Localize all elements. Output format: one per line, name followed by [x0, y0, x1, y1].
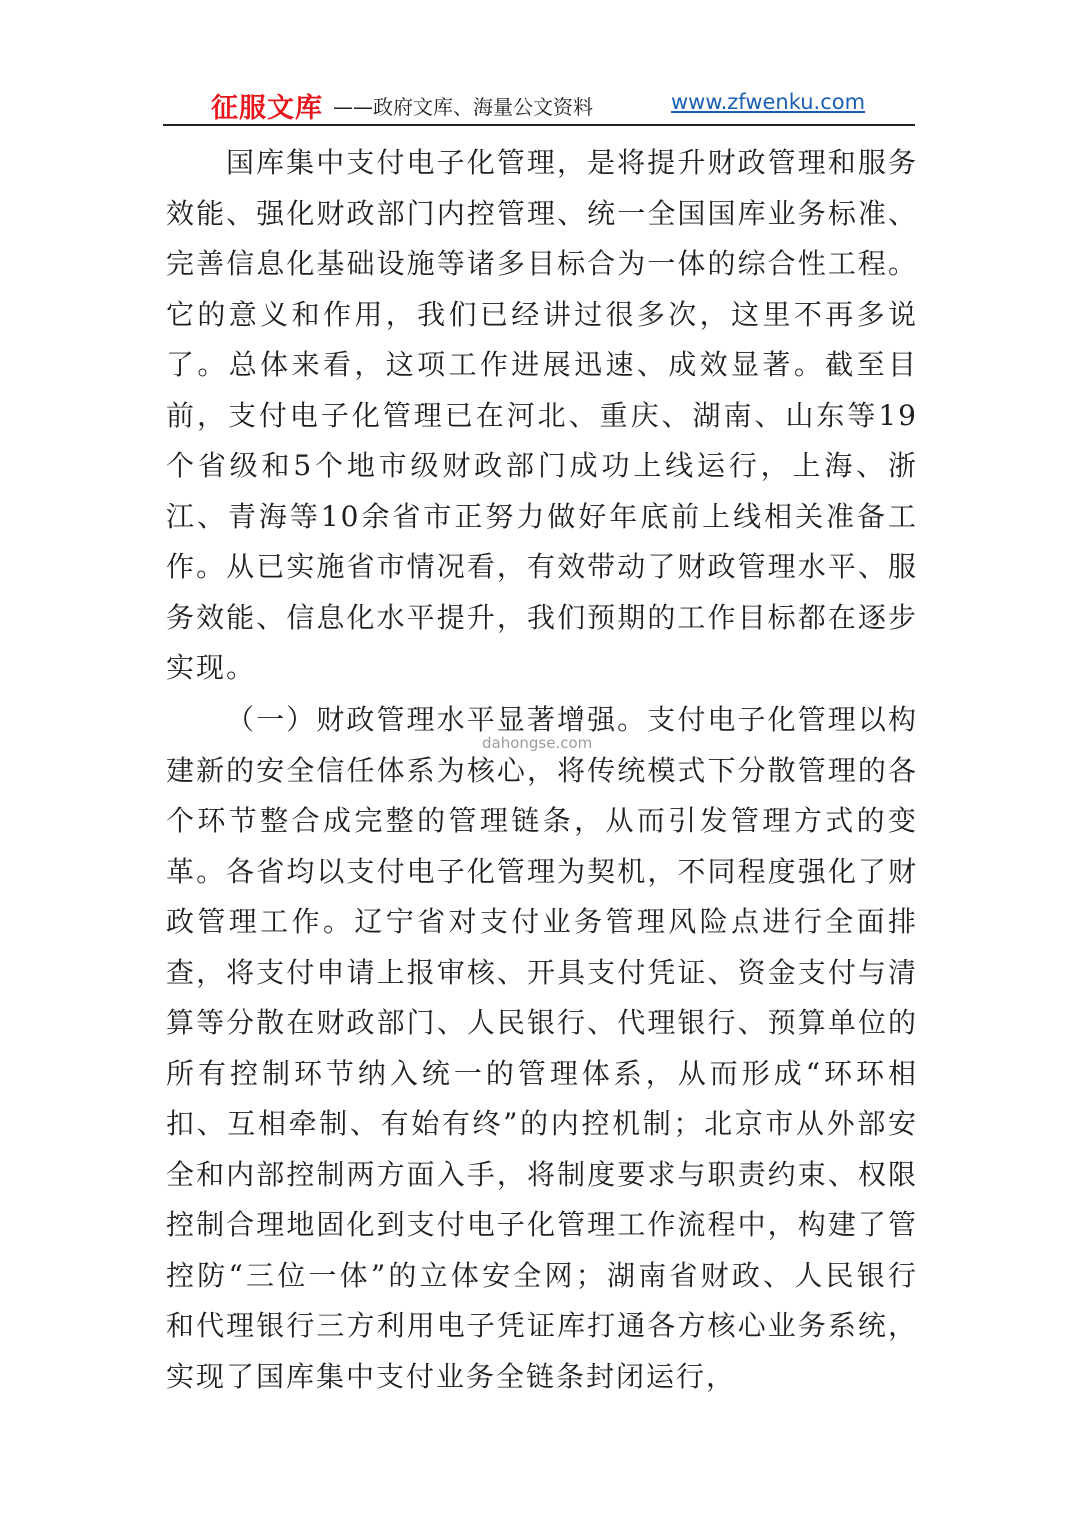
body-paragraph-2: （一）财政管理水平显著增强。支付电子化管理以构建新的安全信任体系为核心，将传统模式下分散管理的各个环节整合成完整的管理链条，从而引发管理方式的变革。各省均以支付电子化管理为契机，不同程度强化了财政管理工作。辽宁省对支付业务管理风险点进行全面排查，将支付申请上报审核、开具支付凭证、资金支付与清算等分散在财政部门、人民银行、代理银行、预算单位的所有控制环节纳入统一的管理体系，从而形成“环环相扣、互相牵制、有始有终”的内控机制；北京市从外部安全和内部控制两方面入手，将制度要求与职责约束、权限控制合理地固化到支付电子化管理工作流程中，构建了管控防“三位一体”的立体安全网；湖南省财政、人民银行和代理银行三方利用电子凭证库打通各方核心业务系统，实现了国库集中支付业务全链条封闭运行， — [166, 703, 918, 1393]
header-tagline: ——政府文库、海量公文资料 — [333, 95, 593, 119]
page-header — [163, 84, 915, 126]
header-url-link[interactable]: www.zfwenku.com — [671, 90, 866, 114]
body-paragraph-1: 国库集中支付电子化管理，是将提升财政管理和服务效能、强化财政部门内控管理、统一全国国库业务标准、完善信息化基础设施等诸多目标合为一体的综合性工程。它的意义和作用，我们已经讲过很多次，这里不再多说了。总体来看，这项工作进展迅速、成效显著。截至目前，支付电子化管理已在河北、重庆、湖南、山东等19个省级和5个地市级财政部门成功上线运行，上海、浙江、青海等10余省市正努力做好年底前上线相关准备工作。从已实施省市情况看，有效带动了财政管理水平、服务效能、信息化水平提升，我们预期的工作目标都在逐步实现。 — [166, 146, 918, 684]
brand-logo-text: 征服文库 — [211, 93, 323, 124]
watermark: dahongse.com — [482, 734, 593, 752]
